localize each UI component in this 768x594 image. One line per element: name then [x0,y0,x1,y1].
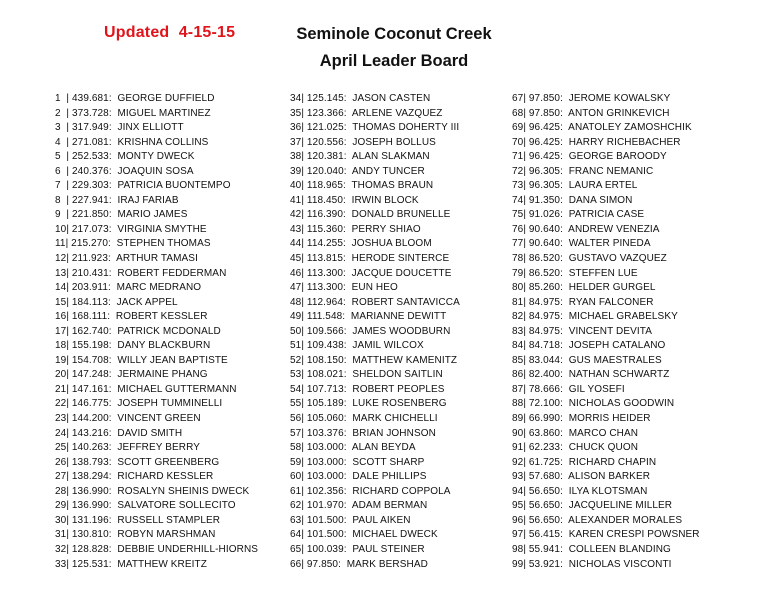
leaderboard-entry: 51| 109.438: JAMIL WILCOX [290,340,424,352]
leaderboard-entry: 44| 114.255: JOSHUA BLOOM [290,238,432,250]
leaderboard-entry: 98| 55.941: COLLEEN BLANDING [512,543,671,555]
leaderboard-entry: 35| 123.366: ARLENE VAZQUEZ [290,107,443,119]
leaderboard-entry: 49| 111.548: MARIANNE DEWITT [290,311,447,323]
leaderboard-entry: 99| 53.921: NICHOLAS VISCONTI [512,558,672,570]
leaderboard-entry: 66| 97.850: MARK BERSHAD [290,558,428,570]
leaderboard-entry: 6 | 240.376: JOAQUIN SOSA [55,165,194,177]
leaderboard-entry: 78| 86.520: GUSTAVO VAZQUEZ [512,253,667,265]
leaderboard-entry: 11| 215.270: STEPHEN THOMAS [55,238,211,250]
leaderboard-entry: 87| 78.666: GIL YOSEFI [512,383,625,395]
leaderboard-entry: 10| 217.073: VIRGINIA SMYTHE [55,223,207,235]
leaderboard-entry: 69| 96.425: ANATOLEY ZAMOSHCHIK [512,122,692,134]
leaderboard-entry: 29| 136.990: SALVATORE SOLLECITO [55,500,236,512]
leaderboard-entry: 21| 147.161: MICHAEL GUTTERMANN [55,383,237,395]
leaderboard-entry: 79| 86.520: STEFFEN LUE [512,267,638,279]
leaderboard-entry: 80| 85.260: HELDER GURGEL [512,282,656,294]
leaderboard-entry: 62| 101.970: ADAM BERMAN [290,500,428,512]
leaderboard-entry: 42| 116.390: DONALD BRUNELLE [290,209,451,221]
leaderboard-entry: 75| 91.026: PATRICIA CASE [512,209,645,221]
leaderboard-entry: 93| 57.680: ALISON BARKER [512,471,651,483]
leaderboard-entry: 96| 56.650: ALEXANDER MORALES [512,514,683,526]
leaderboard-entry: 68| 97.850: ANTON GRINKEVICH [512,107,670,119]
leaderboard-entry: 25| 140.263: JEFFREY BERRY [55,442,200,454]
leaderboard-entry: 36| 121.025: THOMAS DOHERTY III [290,122,460,134]
leaderboard-entry: 22| 146.775: JOSEPH TUMMINELLI [55,398,223,410]
leaderboard-entry: 92| 61.725: RICHARD CHAPIN [512,456,657,468]
leaderboard-entry: 84| 84.718: JOSEPH CATALANO [512,340,666,352]
leaderboard-entry: 16| 168.111: ROBERT KESSLER [55,311,208,323]
leaderboard-entry: 59| 103.000: SCOTT SHARP [290,456,425,468]
leaderboard-entry: 48| 112.964: ROBERT SANTAVICCA [290,296,460,308]
leaderboard-entry: 5 | 252.533: MONTY DWECK [55,151,195,163]
leaderboard-entry: 39| 120.040: ANDY TUNCER [290,165,425,177]
leaderboard-entry: 20| 147.248: JERMAINE PHANG [55,369,208,381]
leaderboard-entry: 60| 103.000: DALE PHILLIPS [290,471,427,483]
leaderboard-entry: 19| 154.708: WILLY JEAN BAPTISTE [55,354,228,366]
leaderboard-entry: 71| 96.425: GEORGE BAROODY [512,151,667,163]
leaderboard-entry: 2 | 373.728: MIGUEL MARTINEZ [55,107,211,119]
page-subtitle: April Leader Board [319,52,469,70]
leaderboard-entry: 43| 115.360: PERRY SHIAO [290,223,421,235]
leaderboard-column-2 [290,92,460,572]
page-title: Seminole Coconut Creek [296,25,492,43]
leaderboard-column-3 [512,92,700,572]
leaderboard-entry: 17| 162.740: PATRICK MCDONALD [55,325,221,337]
leaderboard-entry: 4 | 271.081: KRISHNA COLLINS [55,136,209,148]
leaderboard-entry: 81| 84.975: RYAN FALCONER [512,296,654,308]
leaderboard-entry: 76| 90.640: ANDREW VENEZIA [512,223,660,235]
leaderboard-entry: 45| 113.815: HERODE SINTERCE [290,253,450,265]
leaderboard-entry: 61| 102.356: RICHARD COPPOLA [290,485,451,497]
leaderboard-entry: 31| 130.810: ROBYN MARSHMAN [55,529,216,541]
leaderboard-entry: 53| 108.021: SHELDON SAITLIN [290,369,443,381]
leaderboard-entry: 83| 84.975: VINCENT DEVITA [512,325,652,337]
leaderboard-entry: 86| 82.400: NATHAN SCHWARTZ [512,369,670,381]
leaderboard-column-1 [55,92,258,572]
leaderboard-entry: 63| 101.500: PAUL AIKEN [290,514,411,526]
leaderboard-entry: 27| 138.294: RICHARD KESSLER [55,471,214,483]
leaderboard-entry: 67| 97.850: JEROME KOWALSKY [512,93,671,104]
leaderboard-entry: 15| 184.113: JACK APPEL [55,296,178,308]
leaderboard-entry: 12| 211.923: ARTHUR TAMASI [55,253,198,265]
leaderboard-entry: 26| 138.793: SCOTT GREENBERG [55,456,220,468]
leaderboard-entry: 95| 56.650: JACQUELINE MILLER [512,500,673,512]
leaderboard-entry: 3 | 317.949: JINX ELLIOTT [55,122,184,134]
leaderboard-entry: 1 | 439.681: GEORGE DUFFIELD [55,93,215,104]
leaderboard-entry: 8 | 227.941: IRAJ FARIAB [55,194,179,206]
leaderboard-entry: 41| 118.450: IRWIN BLOCK [290,194,419,206]
leaderboard-entry: 9 | 221.850: MARIO JAMES [55,209,188,221]
leaderboard-entry: 24| 143.216: DAVID SMITH [55,427,183,439]
leaderboard-entry: 40| 118.965: THOMAS BRAUN [290,180,434,192]
leaderboard-entry: 55| 105.189: LUKE ROSENBERG [290,398,447,410]
leaderboard-entry: 34| 125.145: JASON CASTEN [290,93,431,104]
leaderboard-entry: 89| 66.990: MORRIS HEIDER [512,413,651,425]
leaderboard-entry: 94| 56.650: ILYA KLOTSMAN [512,485,648,497]
leaderboard-entry: 57| 103.376: BRIAN JOHNSON [290,427,436,439]
leaderboard-entry: 56| 105.060: MARK CHICHELLI [290,413,438,425]
leaderboard-entry: 28| 136.990: ROSALYN SHEINIS DWECK [55,485,250,497]
leaderboard-entry: 73| 96.305: LAURA ERTEL [512,180,638,192]
leaderboard-entry: 52| 108.150: MATTHEW KAMENITZ [290,354,458,366]
leaderboard-entry: 90| 63.860: MARCO CHAN [512,427,639,439]
leaderboard-entry: 33| 125.531: MATTHEW KREITZ [55,558,207,570]
leaderboard-entry: 65| 100.039: PAUL STEINER [290,543,425,555]
leaderboard-entry: 47| 113.300: EUN HEO [290,282,398,294]
leaderboard-entry: 64| 101.500: MICHAEL DWECK [290,529,438,541]
leaderboard-entry: 72| 96.305: FRANC NEMANIC [512,165,654,177]
leaderboard-entry: 82| 84.975: MICHAEL GRABELSKY [512,311,678,323]
leaderboard-entry: 77| 90.640: WALTER PINEDA [512,238,651,250]
leaderboard-entry: 30| 131.196: RUSSELL STAMPLER [55,514,221,526]
leaderboard-entry: 58| 103.000: ALAN BEYDA [290,442,416,454]
leaderboard-entry: 32| 128.828: DEBBIE UNDERHILL-HIORNS [55,543,259,555]
leaderboard-entry: 13| 210.431: ROBERT FEDDERMAN [55,267,227,279]
updated-date: Updated 4-15-15 [104,24,236,41]
leaderboard-entry: 88| 72.100: NICHOLAS GOODWIN [512,398,675,410]
leaderboard-entry: 74| 91.350: DANA SIMON [512,194,633,206]
leaderboard-entry: 54| 107.713: ROBERT PEOPLES [290,383,445,395]
leaderboard-entry: 14| 203.911: MARC MEDRANO [55,282,202,294]
leaderboard-entry: 91| 62.233: CHUCK QUON [512,442,639,454]
leaderboard-entry: 18| 155.198: DANY BLACKBURN [55,340,211,352]
leaderboard-entry: 7 | 229.303: PATRICIA BUONTEMPO [55,180,231,192]
leaderboard-entry: 70| 96.425: HARRY RICHEBACHER [512,136,681,148]
leaderboard-entry: 37| 120.556: JOSEPH BOLLUS [290,136,436,148]
leaderboard-entry: 46| 113.300: JACQUE DOUCETTE [290,267,452,279]
leaderboard-entry: 23| 144.200: VINCENT GREEN [55,413,201,425]
leaderboard-entry: 50| 109.566: JAMES WOODBURN [290,325,451,337]
leaderboard-entry: 97| 56.415: KAREN CRESPI POWSNER [512,529,700,541]
leaderboard-entry: 85| 83.044: GUS MAESTRALES [512,354,662,366]
leaderboard-entry: 38| 120.381: ALAN SLAKMAN [290,151,430,163]
